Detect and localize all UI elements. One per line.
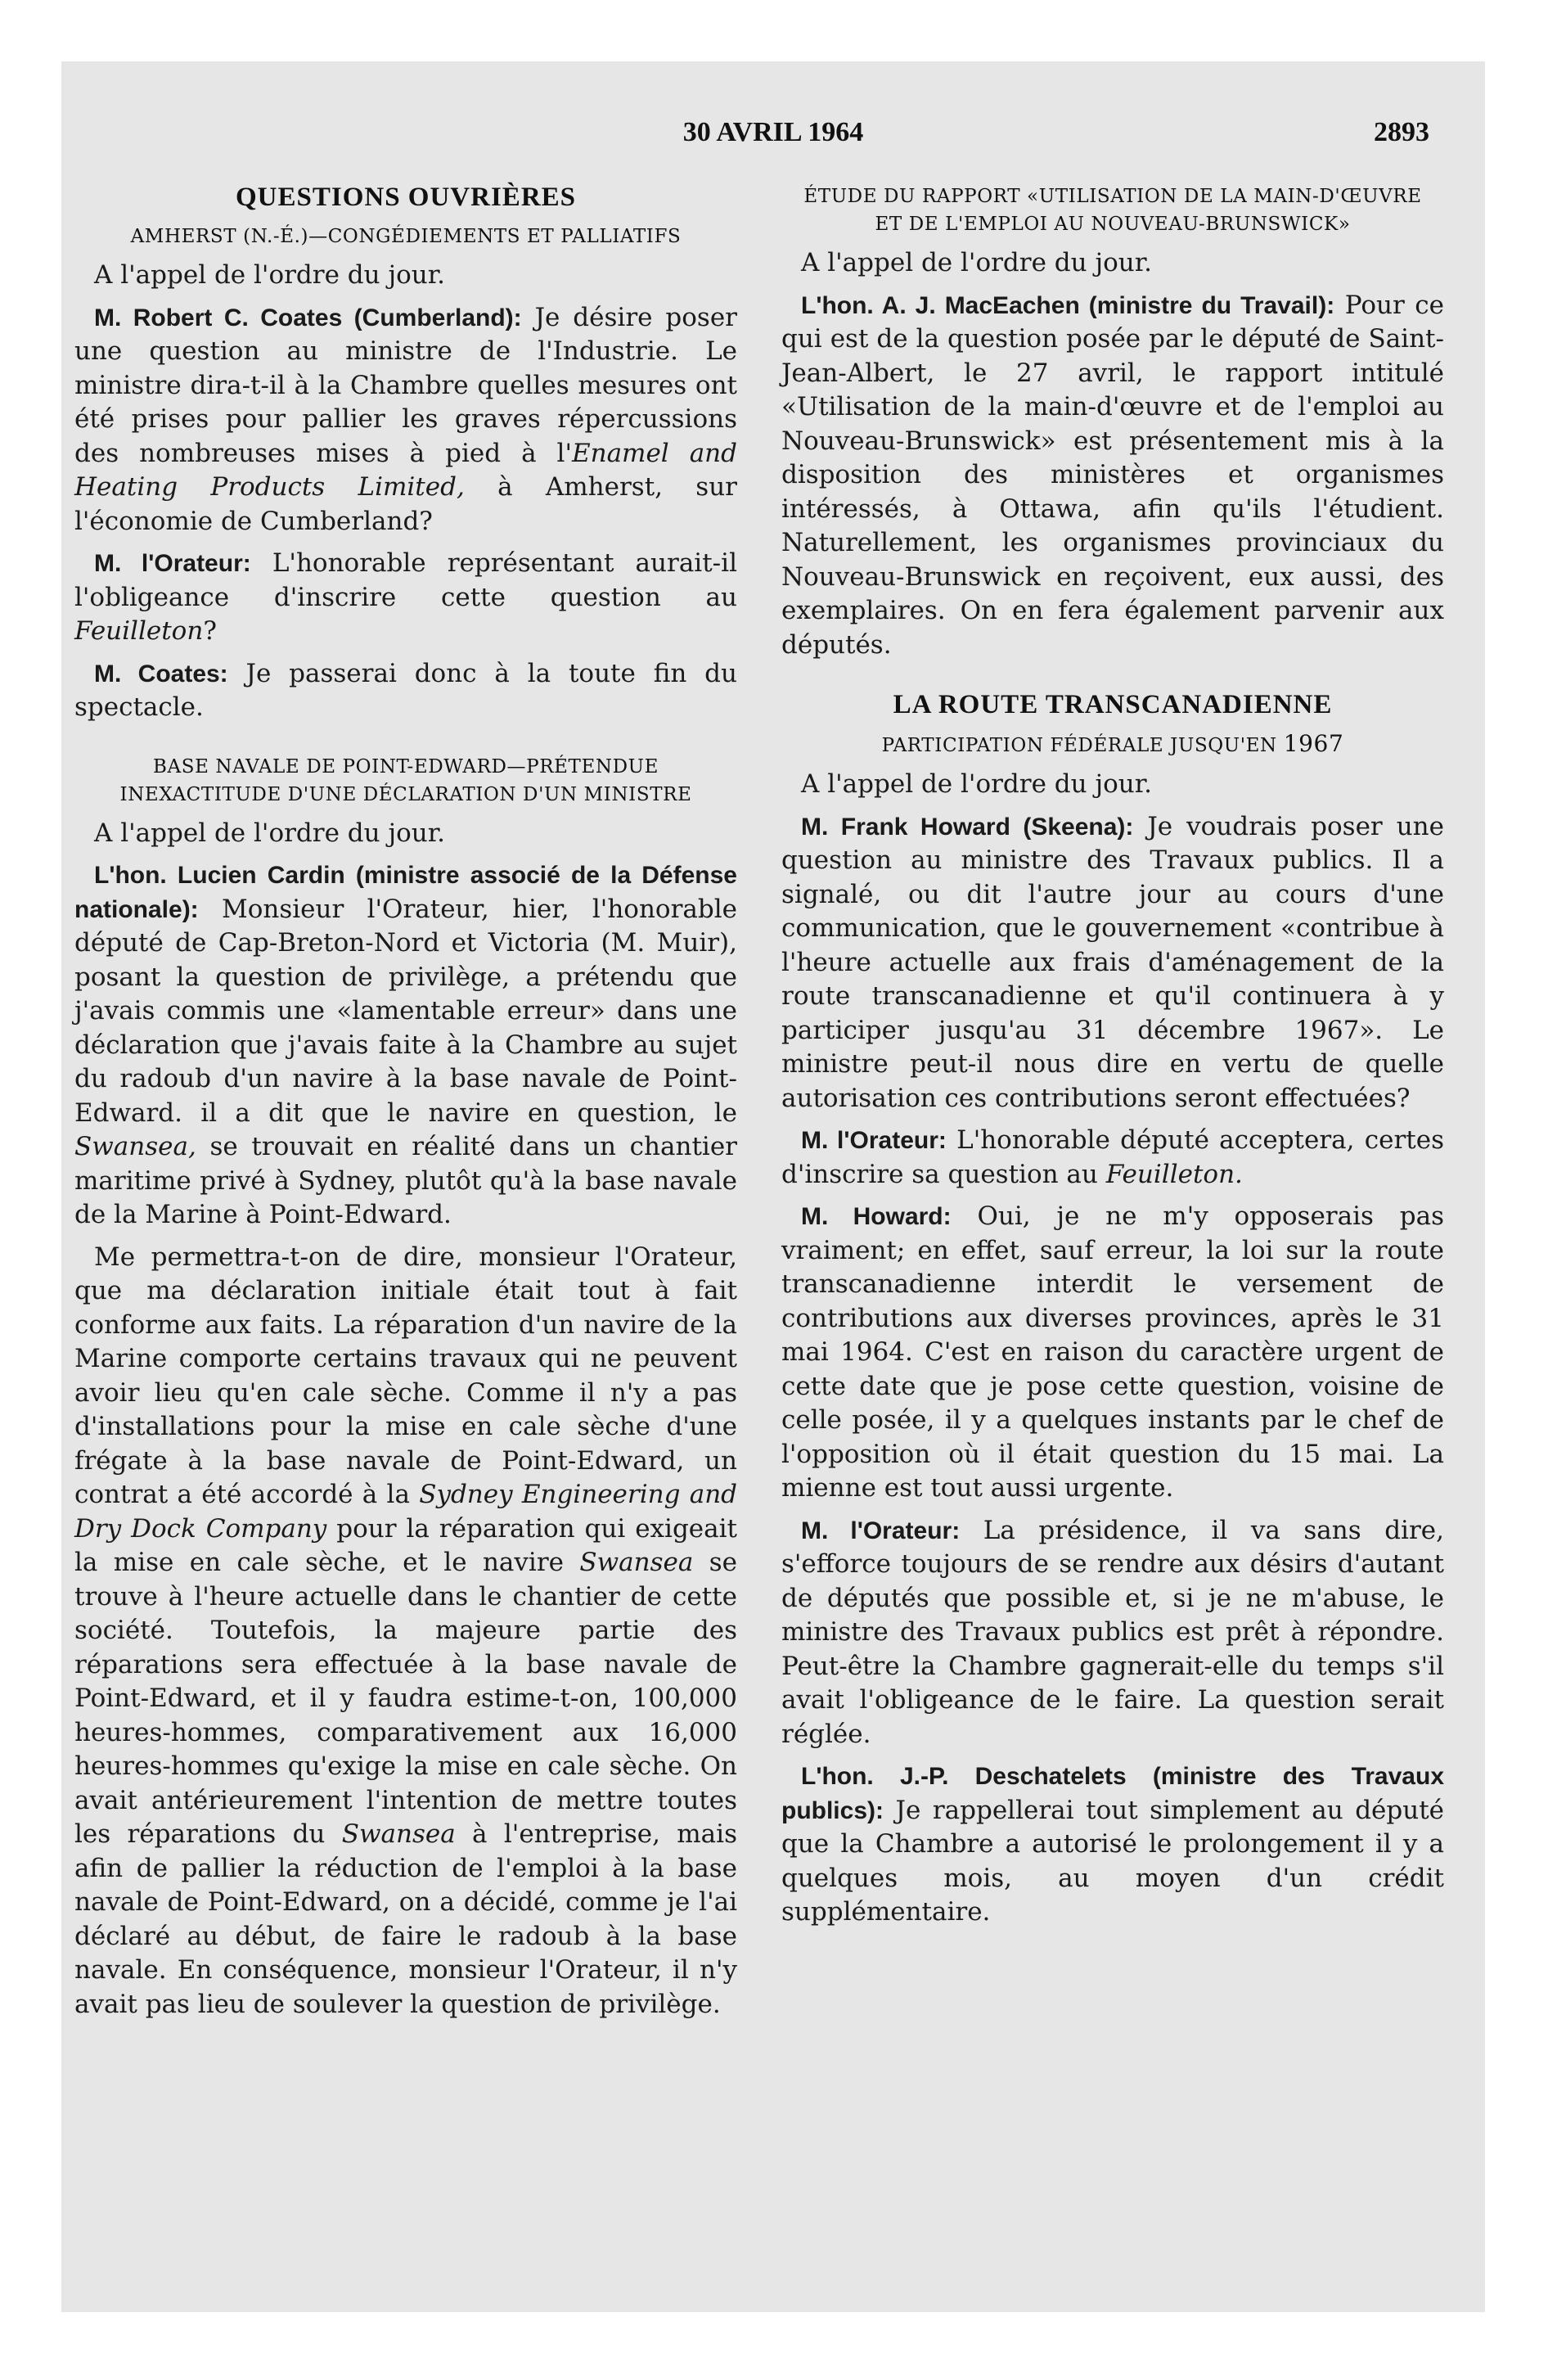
speaker-orateur: M. l'Orateur: [801, 1127, 947, 1154]
text: Je passerai donc à la toute fin du spectacle. [74, 658, 737, 722]
text: se trouvait en réalité dans un chantier maritime privé à Sydney, plutôt qu'à la base navale de la Marine à Point-Edward. [74, 1132, 737, 1229]
speaker-coates: M. Coates: [94, 660, 228, 687]
text: ? [203, 616, 217, 646]
paragraph-coates [74, 301, 737, 539]
paragraph-cardin [74, 859, 737, 1233]
text: L'honorable député acceptera, certes d'inscrire sa question au [781, 1125, 1444, 1189]
text: Je désire poser une question au ministre de l'Industrie. Le ministre dira-t-il à la Chambre quelles mesures ont été prises pour pallier les graves répercussions des nombreuses mises à pied à l' [74, 302, 737, 468]
right-column [781, 183, 1444, 1938]
paragraph-maceachen [781, 289, 1444, 663]
page-header [61, 117, 1485, 158]
speaker-howard: M. Frank Howard (Skeena): [801, 813, 1134, 841]
ship-name: Swansea, [74, 1132, 196, 1161]
speaker-howard: M. Howard: [801, 1203, 952, 1230]
text: à Amherst, sur l'économie de Cumberland? [74, 472, 737, 536]
paragraph-howard [781, 810, 1444, 1116]
document-page [61, 61, 1485, 2312]
text: pour la réparation qui exigeait la mise en cale sèche, et le navire [74, 1513, 737, 1577]
text: Oui, je ne m'y opposerais pas vraiment; en effet, sauf erreur, la loi sur la route transcanadienne interdit le versement de contributions aux diverses provinces, après le 31 mai 1964. C'est en raison du caractère urgent de cette date que je pose cette question, voisine de celle posée, il y a quelques instants par le chef de l'opposition où il était question du 15 mai. La mienne est tout aussi urgente. [781, 1201, 1444, 1503]
header-date: 30 AVRIL 1964 [682, 117, 864, 147]
text: Pour ce qui est de la question posée par le député de Saint-Jean-Albert, le 27 avril, le rapport intitulé «Utilisation de la main-d'œuvre et de l'emploi au Nouveau-Brunswick» est présentement mis à la disposition des ministères et organismes intéressés, à Ottawa, afin qu'ils l'étudient. Naturellement, les organismes provinciaux du Nouveau-Brunswick en reçoivent, eux aussi, des exemplaires. On en fera également parvenir aux députés. [781, 290, 1444, 660]
subhead-year: 1967 [1283, 730, 1344, 757]
intro-etude-rapport: A l'appel de l'ordre du jour. [801, 248, 1152, 277]
subhead-etude-rapport: ÉTUDE DU RAPPORT «UTILISATION DE LA MAIN-D'ŒUVRE ET DE L'EMPLOI AU NOUVEAU-BRUNSWICK» [803, 186, 1422, 235]
paragraph-orateur-3 [781, 1514, 1444, 1752]
company-name: Sydney Engineering and Dry Dock Company [74, 1480, 737, 1544]
paragraph-cardin-continued [74, 1241, 737, 2022]
speaker-coates: M. Robert C. Coates (Cumberland): [94, 304, 522, 331]
section-title-route-transcanadienne: LA ROUTE TRANSCANADIENNE [893, 690, 1333, 719]
left-column [74, 183, 737, 2030]
text: Monsieur l'Orateur, hier, l'honorable député de Cap-Breton-Nord et Victoria (M. Muir), posant la question de privilège, a prétendu que j'avais commis une «lamentable erreur» dans une déclaration que j'avais faite à la Chambre au sujet du radoub d'un navire à la base navale de Point-Edward. il a dit que le navire en question, le [74, 894, 737, 1128]
ship-name: Swansea [579, 1548, 694, 1577]
paragraph-orateur [74, 547, 737, 649]
speaker-cardin: L'hon. Lucien Cardin (ministre associé de la Défense nationale): [74, 862, 737, 923]
subhead-text: PARTICIPATION FÉDÉRALE JUSQU'EN [881, 735, 1277, 756]
paragraph-orateur-2 [781, 1124, 1444, 1192]
text: Je voudrais poser une question au ministre des Travaux publics. Il a signalé, ou dit l'autre jour au cours d'une communication, que le gouvernement «contribue à l'heure actuelle aux frais d'aménagement de la route transcanadienne et qu'il continuera à y participer jusqu'au 31 décembre 1967». Le ministre peut-il nous dire en vertu de quelle autorisation ces contributions seront effectuées? [781, 811, 1444, 1113]
text: à l'entreprise, mais afin de pallier la réduction de l'emploi à la base navale de Point-Edward, on a décidé, comme je l'ai déclaré au début, de faire le radoub à la base navale. En conséquence, monsieur l'Orateur, il n'y avait pas lieu de soulever la question de privilège. [74, 1819, 737, 2019]
feuilleton: Feuilleton. [1105, 1159, 1243, 1189]
text: Me permettra-t-on de dire, monsieur l'Orateur, que ma déclaration initiale était tout à fait conforme aux faits. La réparation d'un navire de la Marine comporte certains travaux qui ne peuvent avoir lieu qu'en cale sèche. Comme il n'y a pas d'installations pour la mise en cale sèche d'une frégate à la base navale de Point-Edward, un contrat a été accordé à la [74, 1242, 737, 1509]
speaker-orateur: M. l'Orateur: [801, 1517, 961, 1544]
ship-name: Swansea [341, 1819, 456, 1849]
subhead-point-edward: BASE NAVALE DE POINT-EDWARD—PRÉTENDUE INEXACTITUDE D'UNE DÉCLARATION D'UN MINISTRE [119, 755, 692, 805]
text: se trouve à l'heure actuelle dans le chantier de cette société. Toutefois, la majeure partie des réparations sera effectuée à la base navale de Point-Edward, et il y faudra estime-t-on, 100,000 heures-hommes, comparativement aux 16,000 heures-hommes qu'exige la mise en cale sèche. On avait antérieurement l'intention de mettre toutes les réparations du [74, 1548, 738, 1849]
paragraph-coates-reply [74, 657, 737, 725]
paragraph-deschatelets [781, 1760, 1444, 1930]
text: La présidence, il va sans dire, s'efforce toujours de se rendre aux désirs d'autant de députés que possible et, si je ne m'abuse, le ministre des Travaux publics est prêt à répondre. Peut-être la Chambre gagnerait-elle du temps s'il avait l'obligeance de le faire. La question serait réglée. [781, 1515, 1444, 1749]
intro-amherst: A l'appel de l'ordre du jour. [94, 260, 445, 290]
speaker-orateur: M. l'Orateur: [94, 550, 251, 577]
speaker-maceachen: L'hon. A. J. MacEachen (ministre du Travail): [801, 291, 1335, 319]
feuilleton: Feuilleton [74, 616, 204, 646]
subhead-participation [796, 730, 1429, 760]
intro-point-edward: A l'appel de l'ordre du jour. [94, 818, 445, 848]
paragraph-howard-reply [781, 1200, 1444, 1506]
intro-route: A l'appel de l'ordre du jour. [801, 769, 1152, 799]
section-title-questions-ouvrieres: QUESTIONS OUVRIÈRES [235, 183, 577, 212]
text: Je rappellerai tout simplement au député que la Chambre a autorisé le prolongement il y a quelques mois, au moyen d'un crédit supplémentaire. [781, 1795, 1444, 1927]
text: L'honorable représentant aurait-il l'obligeance d'inscrire cette question au [74, 548, 737, 612]
company-name: Enamel and Heating Products Limited, [74, 438, 737, 502]
page-number: 2893 [1374, 117, 1429, 147]
subhead-amherst: AMHERST (N.-É.)—CONGÉDIEMENTS ET PALLIATIFS [130, 226, 682, 247]
speaker-deschatelets: L'hon. J.-P. Deschatelets (ministre des Travaux publics): [781, 1763, 1444, 1824]
